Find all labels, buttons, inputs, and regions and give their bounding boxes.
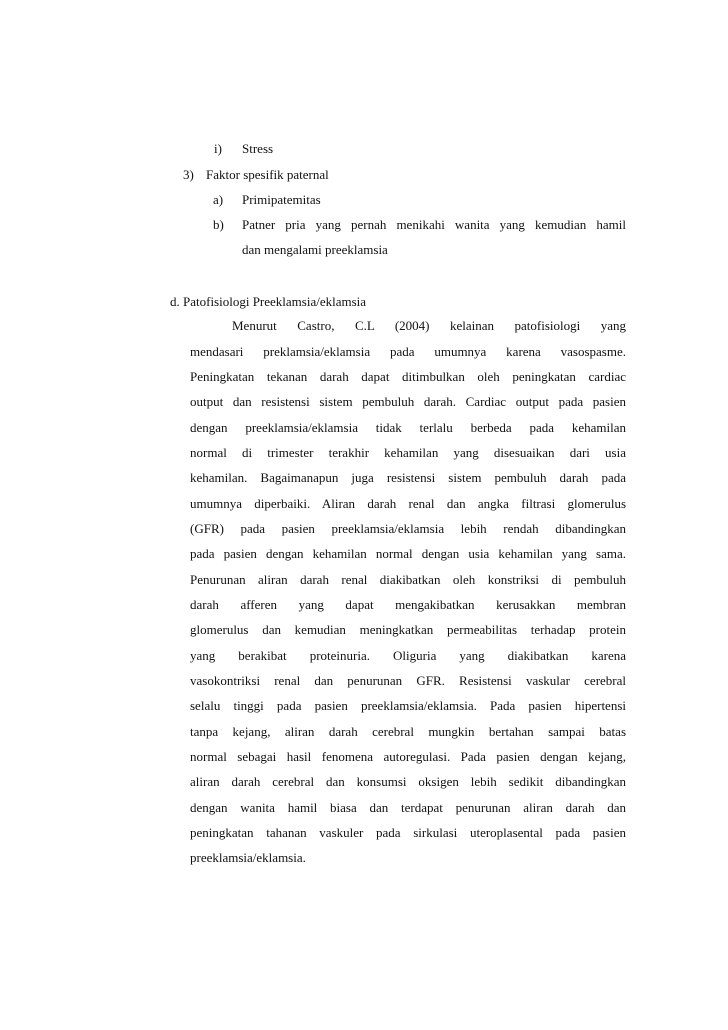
paragraph-line: Penurunan aliran darah renal diakibatkan oleh konstriksi di pembuluh — [190, 572, 626, 587]
list-item-text: Patner pria yang pernah menikahi wanita yang kemudian hamil — [242, 217, 626, 232]
list-marker: 3) — [183, 167, 194, 182]
list-item-3 — [183, 167, 329, 182]
paragraph-line: kehamilan. Bagaimanapun juga resistensi sistem pembuluh darah pada — [190, 470, 626, 485]
paragraph-line: tanpa kejang, aliran darah cerebral mungkin bertahan sampai batas — [190, 724, 626, 739]
list-item-b — [213, 217, 626, 232]
paragraph-line: dengan wanita hamil biasa dan terdapat penurunan aliran darah dan — [190, 800, 626, 815]
list-marker: b) — [213, 217, 224, 232]
list-item-b-continuation: dan mengalami preeklamsia — [242, 242, 388, 257]
paragraph-line: normal di trimester terakhir kehamilan yang disesuaikan dari usia — [190, 445, 626, 460]
list-item-a — [213, 192, 321, 207]
paragraph-line: mendasari preklamsia/eklamsia pada umumnya karena vasospasme. — [190, 344, 626, 359]
list-item-text: Stress — [242, 141, 274, 156]
list-marker: i) — [214, 141, 222, 156]
paragraph-line: peningkatan tahanan vaskuler pada sirkulasi uteroplasental pada pasien — [190, 825, 626, 840]
paragraph-line: glomerulus dan kemudian meningkatkan permeabilitas terhadap protein — [190, 622, 626, 637]
paragraph-line: yang berakibat proteinuria. Oliguria yang diakibatkan karena — [190, 648, 626, 663]
paragraph-line: pada pasien dengan kehamilan normal dengan usia kehamilan yang sama. — [190, 546, 626, 561]
paragraph-line: umumnya diperbaiki. Aliran darah renal dan angka filtrasi glomerulus — [190, 496, 626, 511]
list-item-text: Faktor spesifik paternal — [206, 167, 329, 182]
paragraph-line: Peningkatan tekanan darah dapat ditimbulkan oleh peningkatan cardiac — [190, 369, 626, 384]
paragraph-line: selalu tinggi pada pasien preeklamsia/eklamsia. Pada pasien hipertensi — [190, 698, 626, 713]
list-marker: a) — [213, 192, 224, 207]
list-item-text: Primipatemitas — [242, 192, 321, 207]
paragraph-line: normal sebagai hasil fenomena autoregulasi. Pada pasien dengan kejang, — [190, 749, 626, 764]
paragraph-line: vasokontriksi renal dan penurunan GFR. Resistensi vaskular cerebral — [190, 673, 626, 688]
paragraph-line: (GFR) pada pasien preeklamsia/eklamsia lebih rendah dibandingkan — [190, 521, 626, 536]
list-item-i — [214, 141, 273, 156]
paragraph-line: aliran darah cerebral dan konsumsi oksigen lebih sedikit dibandingkan — [190, 774, 626, 789]
paragraph-line-last: preeklamsia/eklamsia. — [190, 850, 306, 865]
paragraph-line: output dan resistensi sistem pembuluh darah. Cardiac output pada pasien — [190, 394, 626, 409]
paragraph-line: Menurut Castro, C.L (2004) kelainan patofisiologi yang — [232, 318, 626, 333]
section-heading: d. Patofisiologi Preeklamsia/eklamsia — [170, 294, 367, 309]
paragraph-line: darah afferen yang dapat mengakibatkan kerusakkan membran — [190, 597, 626, 612]
paragraph-line: dengan preeklamsia/eklamsia tidak terlalu berbeda pada kehamilan — [190, 420, 626, 435]
